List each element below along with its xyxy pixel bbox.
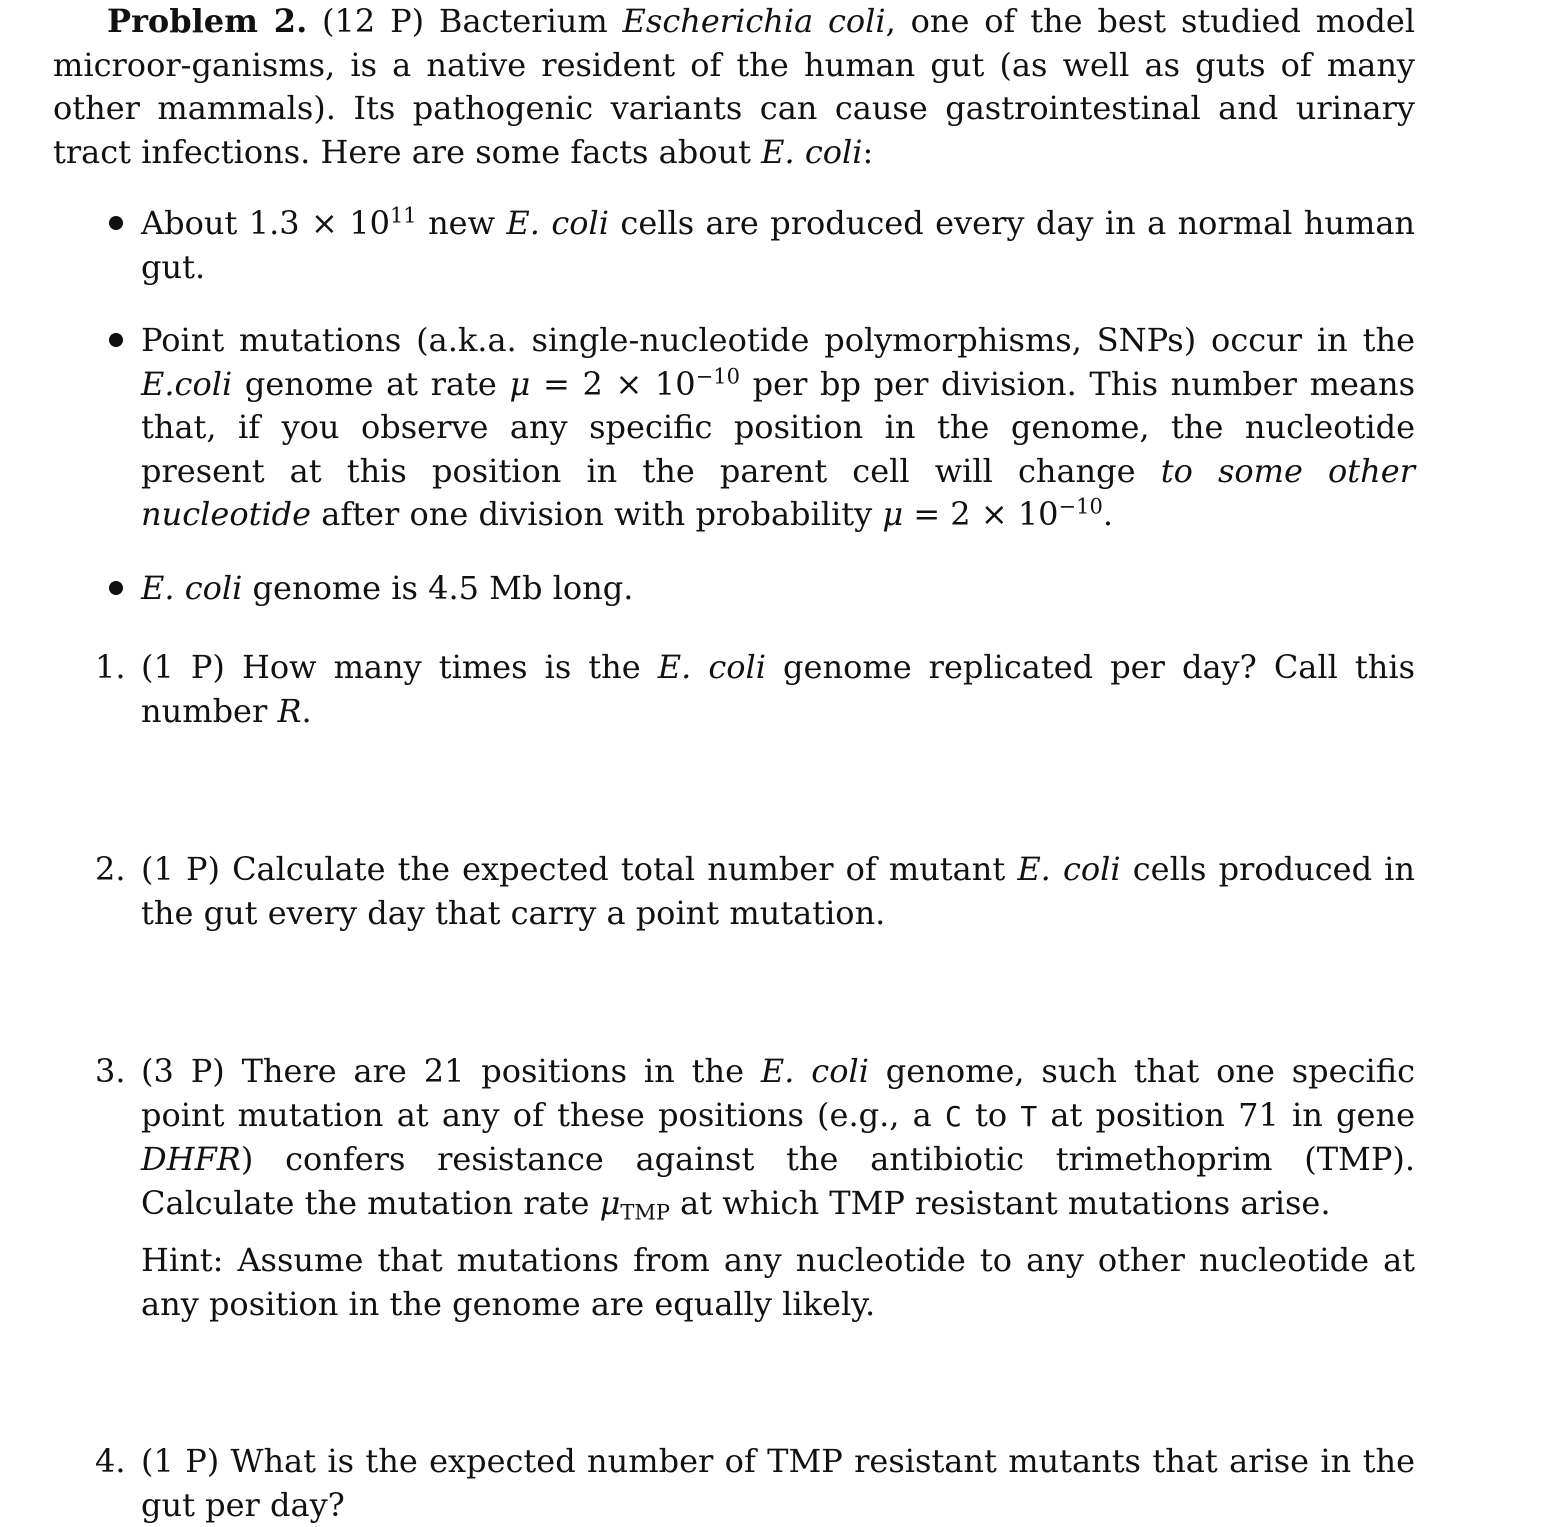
fact-item [53, 202, 1415, 289]
q2-text-pre: (1 P) Calculate the expected total number of mutant [141, 850, 1018, 888]
bullet-icon [109, 581, 123, 595]
q3-text-mid2: to [961, 1095, 1021, 1134]
fact2-pre: Point mutations (a.k.a. single-nucleotide polymorphisms, SNPs) occur in the [141, 321, 1415, 359]
fact2-mid5: = 2 × 10 [903, 495, 1059, 533]
intro-end: : [862, 132, 874, 171]
question-number: 1. [95, 648, 126, 686]
species-name: Escherichia coli [622, 2, 886, 40]
q1-variable: R [277, 691, 302, 730]
fact2-mid1: genome at rate [232, 364, 510, 403]
fact2-mu: μ [509, 364, 531, 403]
q1-text-post: genome replicated per day? Call this number [141, 648, 1416, 730]
fact2-mid3: per bp per division. This number means that, if you observe any specific position in the genome, the nucleotide present at this position in the parent cell will change [141, 364, 1416, 490]
fact2-exponent1: −10 [695, 363, 740, 388]
question-number: 3. [95, 1052, 126, 1090]
intro-part2: , one of the best studied model microor-ganisms, is a native resident of the human gut (as well as guts of many other mammals). Its pathogenic variants can cause gastrointestinal and urinary tract infections. Here are some facts about [53, 2, 1416, 171]
fact2-ecoli: E.coli [141, 364, 233, 403]
fact-item [53, 319, 1415, 537]
fact2-exponent2: −10 [1058, 494, 1103, 519]
q1-ecoli: E. coli [657, 648, 766, 686]
q4-text: (1 P) What is the expected number of TMP resistant mutants that arise in the gut per day? [141, 1442, 1415, 1524]
q3-ecoli: E. coli [760, 1052, 869, 1090]
question-item [53, 1440, 1415, 1527]
facts-list [53, 202, 1415, 610]
problem-intro [53, 0, 1415, 174]
ecoli-short: E. coli [761, 132, 863, 171]
q2-ecoli: E. coli [1017, 850, 1121, 888]
q2-text-post: cells produced in the gut every day that carry a point mutation. [141, 850, 1416, 932]
q3-nucleotide-t: T [1020, 1099, 1038, 1133]
q3-nucleotide-c: C [944, 1099, 962, 1133]
problem-heading: Problem 2. [107, 2, 308, 40]
fact2-italic: to some other nucleotide [141, 451, 1416, 533]
fact-item [53, 567, 1415, 611]
fact1-post: cells are produced every day in a normal human gut. [141, 204, 1416, 286]
problem-points: (12 P) [322, 2, 425, 40]
q1-text-pre: (1 P) How many times is the [141, 648, 658, 686]
fact2-mu2: μ [882, 495, 904, 533]
fact1-ecoli: E. coli [506, 204, 609, 242]
question-number: 4. [95, 1442, 126, 1480]
q3-mu: μ [599, 1183, 621, 1222]
q3-hint: Hint: Assume that mutations from any nucleotide to any other nucleotide at any position in the genome are equally likely. [141, 1241, 1415, 1323]
q3-text-mid4: ) confers resistance against the antibiotic trimethoprim (TMP). Calculate the mutation rate [141, 1140, 1415, 1222]
fact3-ecoli: E. coli [141, 568, 243, 607]
fact3-post: genome is 4.5 Mb long. [242, 568, 634, 607]
fact1-mid: new [416, 204, 507, 242]
question-item [53, 848, 1415, 1050]
q3-text-mid3: at position 71 in gene [1037, 1095, 1416, 1134]
fact1-pre: About 1.3 × 10 [141, 204, 390, 242]
q3-mu-subscript: TMP [620, 1199, 670, 1224]
fact1-exponent: 11 [389, 203, 417, 228]
bullet-icon [109, 216, 123, 230]
q1-end: . [301, 691, 312, 730]
fact2-end: . [1102, 495, 1114, 533]
question-item [53, 1050, 1415, 1440]
questions-list [53, 646, 1415, 1527]
q3-gene: DHFR [141, 1140, 241, 1178]
question-item [53, 646, 1415, 848]
q3-text-mid1: genome, such that one specific point mutation at any of these positions (e.g., a [141, 1052, 1416, 1134]
fact2-mid4: after one division with probability [311, 495, 883, 533]
bullet-icon [109, 333, 123, 347]
question-number: 2. [95, 850, 126, 888]
q3-text-pre: (3 P) There are 21 positions in the [141, 1052, 761, 1090]
problem-document [53, 0, 1415, 1527]
fact2-mid2: = 2 × 10 [530, 364, 696, 403]
q3-text-end: at which TMP resistant mutations arise. [670, 1183, 1331, 1222]
intro-part1: Bacterium [438, 2, 608, 40]
